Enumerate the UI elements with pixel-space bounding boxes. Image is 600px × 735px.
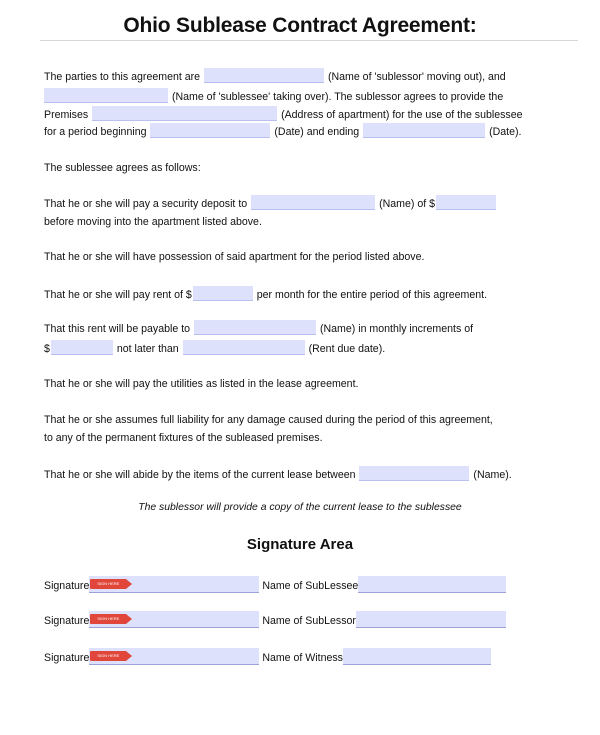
deposit-line-2: before moving into the apartment listed above.: [44, 216, 262, 228]
agrees-line: The sublessee agrees as follows:: [44, 162, 201, 174]
liability-line-1: That he or she assumes full liability for any damage caused during the period of this agreement,: [44, 414, 493, 426]
deposit-name-field[interactable]: [251, 195, 375, 210]
sign-here-tag[interactable]: SIGN HERE: [90, 579, 126, 589]
intro-text: (Date) and ending: [274, 126, 360, 138]
payable-name-field[interactable]: [194, 320, 316, 335]
signature-area-heading: Signature Area: [246, 536, 354, 553]
signature-row-sublessee: [44, 576, 506, 594]
utilities-line: That he or she will pay the utilities as listed in the lease agreement.: [44, 378, 359, 390]
sublessor-name-input[interactable]: [356, 611, 506, 628]
signature-row-witness: [44, 648, 491, 666]
abide-text: (Name).: [473, 469, 512, 481]
rent-line: [44, 286, 487, 302]
payable-text: (Rent due date).: [308, 343, 386, 355]
intro-line-3: [44, 106, 523, 122]
witness-name-input[interactable]: [343, 648, 491, 665]
sublessor-note: The sublessor will provide a copy of the current lease to the sublessee: [138, 502, 462, 513]
rent-text: That he or she will pay rent of $: [44, 289, 192, 301]
deposit-line-1: [44, 195, 497, 211]
sublessor-name-field[interactable]: [204, 68, 324, 83]
premises-address-field[interactable]: [92, 106, 277, 121]
intro-text: Premises: [44, 109, 89, 121]
intro-line-2: [44, 88, 503, 104]
intro-text: The parties to this agreement are: [44, 71, 201, 83]
name-label: Name of Witness: [262, 652, 343, 664]
monthly-increment-field[interactable]: [51, 340, 113, 355]
payable-line-2: [44, 340, 385, 356]
payable-line-1: [44, 320, 473, 336]
document-title: Ohio Sublease Contract Agreement:: [123, 14, 477, 37]
intro-text: (Address of apartment) for the use of the sublessee: [281, 109, 523, 121]
liability-line-2: to any of the permanent fixtures of the subleased premises.: [44, 432, 323, 444]
intro-line-1: [44, 68, 506, 84]
payable-text: not later than: [116, 343, 179, 355]
sublessee-signature-field[interactable]: [89, 576, 259, 593]
witness-signature-field[interactable]: [89, 648, 259, 665]
deposit-text: That he or she will pay a security deposit to: [44, 198, 248, 210]
rent-text: per month for the entire period of this agreement.: [256, 289, 488, 301]
intro-text: (Name of 'sublessor' moving out), and: [327, 71, 506, 83]
rent-due-date-field[interactable]: [183, 340, 305, 355]
intro-text: (Name of 'sublessee' taking over). The sublessor agrees to provide the: [171, 91, 504, 103]
sublessee-name-input[interactable]: [358, 576, 506, 593]
payable-text: (Name) in monthly increments of: [319, 323, 474, 335]
signature-row-sublessor: [44, 611, 506, 629]
signature-label: Signature: [44, 652, 90, 664]
end-date-field[interactable]: [363, 123, 485, 138]
lease-between-name-field[interactable]: [359, 466, 469, 481]
name-label: Name of SubLessor: [262, 615, 356, 627]
sublessor-signature-field[interactable]: [89, 611, 259, 628]
intro-line-4: [44, 123, 522, 139]
abide-line: [44, 466, 512, 482]
payable-text: That this rent will be payable to: [44, 323, 191, 335]
abide-text: That he or she will abide by the items of the current lease between: [44, 469, 356, 481]
signature-label: Signature: [44, 615, 90, 627]
name-label: Name of SubLessee: [262, 580, 359, 592]
deposit-amount-field[interactable]: [436, 195, 496, 210]
signature-label: Signature: [44, 580, 90, 592]
title-divider: [40, 40, 578, 41]
intro-text: for a period beginning: [44, 126, 147, 138]
payable-text: $: [44, 343, 50, 355]
start-date-field[interactable]: [150, 123, 270, 138]
sign-here-tag[interactable]: SIGN HERE: [90, 651, 126, 661]
sublessee-name-field[interactable]: [44, 88, 168, 103]
intro-text: (Date).: [489, 126, 522, 138]
possession-line: That he or she will have possession of said apartment for the period listed above.: [44, 251, 425, 263]
deposit-text: (Name) of $: [379, 198, 435, 210]
sign-here-tag[interactable]: SIGN HERE: [90, 614, 126, 624]
rent-amount-field[interactable]: [193, 286, 253, 301]
